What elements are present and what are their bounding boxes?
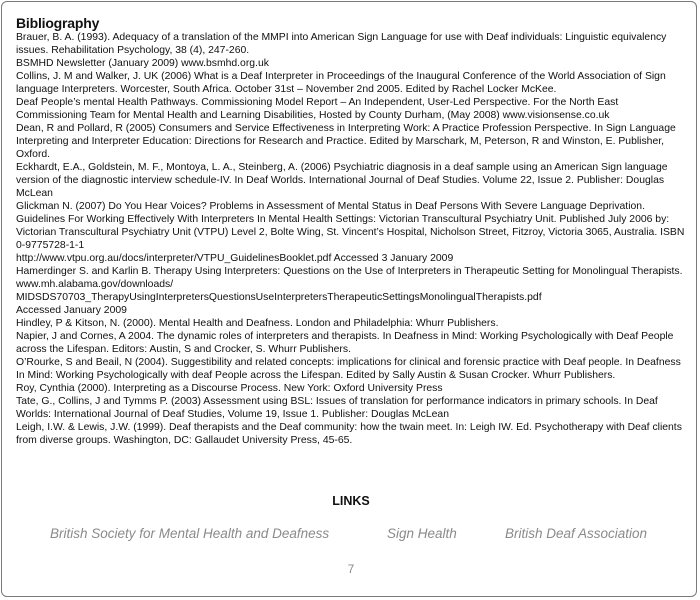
reference-item: Dean, R and Pollard, R (2005) Consumers and Service Effectiveness in Interpreting Work: A Practice Profession Perspective. In Sign Language Interpreting and Interpreter Education: Directions for Research and Practice. Edited by Marschark, M, Peterson, R and Winston, E. Publisher, Oxford. [16, 123, 676, 160]
links-row [2, 525, 700, 543]
reference-item: Deaf People’s mental Health Pathways. Commissioning Model Report – An Independent, User-Led Perspective. For the North East Commissioning Team for Mental Health and Learning Disabilities, Hosted by County Durham, (May 2008) www.visionsense.co.uk [16, 97, 619, 121]
link-sign-health[interactable]: Sign Health [387, 526, 457, 541]
bibliography-section [16, 15, 688, 447]
bibliography-heading: Bibliography [16, 15, 100, 31]
reference-list [16, 31, 688, 447]
link-british-deaf-association[interactable]: British Deaf Association [505, 526, 648, 541]
reference-item: O’Rourke, S and Beail, N (2004). Suggestibility and related concepts: implications for clinical and forensic practice with Deaf people. In Deafness In Mind: Working Psychologically with deaf People across the Lifespan. Edited by Sally Austin & Susan Crocker. Whurr Publishers. [16, 357, 681, 381]
reference-item: Roy, Cynthia (2000). Interpreting as a Discourse Process. New York: Oxford University Press [16, 383, 443, 394]
reference-item: Glickman N. (2007) Do You Hear Voices? Problems in Assessment of Mental Status in Deaf Persons With Severe Language Deprivation. [16, 201, 645, 212]
reference-item: Hindley, P & Kitson, N. (2000). Mental Health and Deafness. London and Philadelphia: Whurr Publishers. [16, 318, 499, 329]
reference-item: Leigh, I.W. & Lewis, J.W. (1999). Deaf therapists and the Deaf community: how the twain meet. In: Leigh IW. Ed. Psychotherapy with Deaf clients from diverse groups. Washington, DC: Gallaudet University Press, 45-65. [16, 422, 682, 446]
reference-item: Hamerdinger S. and Karlin B. Therapy Using Interpreters: Questions on the Use of Interpreters in Therapeutic Setting for Monolingual Therapists. www.mh.alabama.gov/downloads/ MIDSDS70703_TherapyUsingInterpretersQuestionsUseInterpretersTherapeuticSettingsMonolingualTherapists.pdf [16, 266, 683, 303]
reference-item: BSMHD Newsletter (January 2009) www.bsmhd.org.uk [16, 58, 269, 69]
document-page [1, 1, 697, 597]
reference-item: Collins, J. M and Walker, J. UK (2006) What is a Deaf Interpreter in Proceedings of the Inaugural Conference of the World Association of Sign language Interpreters. Worcester, South Africa. October 31st – November 2nd 2005. Edited by Rachel Locker McKee. [16, 71, 666, 95]
reference-item: Tate, G., Collins, J and Tymms P. (2003) Assessment using BSL: Issues of translation for performance indicators in primary schools. In Deaf Worlds: International Journal of Deaf Studies, Volume 19, Issue 1. Publisher: Douglas McLean [16, 396, 658, 420]
reference-item: Eckhardt, E.A., Goldstein, M. F., Montoya, L. A., Steinberg, A. (2006) Psychiatric diagnosis in a deaf sample using an American Sign language version of the diagnostic interview schedule-IV. In Deaf Worlds. International Journal of Deaf Studies. Volume 22, Issue 2. Publisher: Douglas McLean [16, 162, 668, 199]
link-bsmhd[interactable]: British Society for Mental Health and Deafness [50, 526, 330, 541]
reference-item: Brauer, B. A. (1993). Adequacy of a translation of the MMPI into American Sign Language for use with Deaf individuals: Linguistic equivalency issues. Rehabilitation Psychology, 38 (4), 247-260. [16, 32, 667, 56]
page-number: 7 [347, 562, 355, 576]
reference-item: Accessed January 2009 [16, 305, 127, 316]
reference-item: http://www.vtpu.org.au/docs/interpreter/VTPU_GuidelinesBooklet.pdf Accessed 3 January 2009 [16, 253, 454, 264]
links-heading: LINKS [332, 494, 370, 508]
reference-item: Napier, J and Cornes, A 2004. The dynamic roles of interpreters and therapists. In Deafness in Mind: Working Psychologically with Deaf People across the Lifespan. Editors: Austin, S and Crocker, S. Whurr Publishers. [16, 331, 674, 355]
reference-item: Guidelines For Working Effectively With Interpreters In Mental Health Settings: Victorian Transcultural Psychiatry Unit. Published July 2006 by: Victorian Transcultural Psychiatry Unit (VTPU) Level 2, Bolte Wing, St. Vincent’s Hospital, Nicholson Street, Fitzroy, Victoria 3065, Australia. ISBN 0-9775728-1-1 [16, 214, 685, 251]
